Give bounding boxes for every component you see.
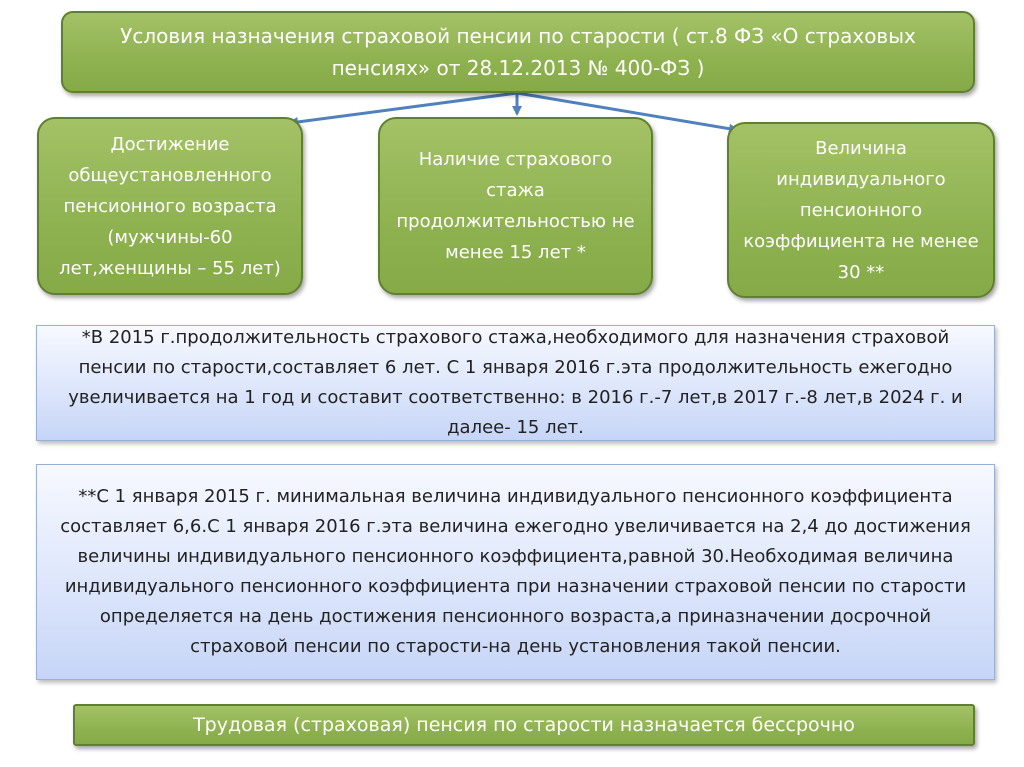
note-pension-coefficient-text: **С 1 января 2015 г. минимальная величина индивидуального пенсионного коэффициента составляет 6,6.С 1 января 2016 г.эта величина ежегодно увеличивается на 2,4 до достижения величины индивидуального пенсионного коэффициента,равной 30.Необходимая величина индивидуального пенсионного коэффициента при назначении страховой пенсии по старости определяется на день достижения пенсионного возраста,а приназначении досрочной страховой пенсии по старости-на день установления такой пенсии. (60, 486, 971, 657)
condition-pension-age-text: Достижение общеустановленного пенсионного возраста (мужчины-60 лет,женщины – 55 лет) (59, 133, 281, 279)
diagram-title (61, 11, 975, 93)
diagram-title-text: Условия назначения страховой пенсии по старости ( ст.8 ФЗ «О страховых пенсиях» от 28.12.2013 № 400-ФЗ ) (120, 24, 916, 80)
condition-pension-age (37, 117, 303, 295)
condition-pension-coefficient (727, 122, 995, 298)
condition-insurance-experience (378, 117, 653, 295)
condition-pension-coefficient-text: Величина индивидуального пенсионного коэффициента не менее 30 ** (743, 137, 979, 283)
footer-bar (73, 704, 975, 746)
note-insurance-experience (36, 325, 995, 441)
footer-text: Трудовая (страховая) пенсия по старости назначается бессрочно (193, 714, 855, 736)
condition-insurance-experience-text: Наличие страхового стажа продолжительностью не менее 15 лет * (396, 149, 635, 263)
note-insurance-experience-text: *В 2015 г.продолжительность страхового стажа,необходимого для назначения страховой пенсии по старости,составляет 6 лет. С 1 января 2016 г.эта продолжительность ежегодно увеличивается на 1 год и составит соответственно: в 2016 г.-7 лет,в 2017 г.-8 лет,в 2024 г. и далее- 15 лет. (68, 327, 963, 438)
note-pension-coefficient (36, 464, 995, 680)
